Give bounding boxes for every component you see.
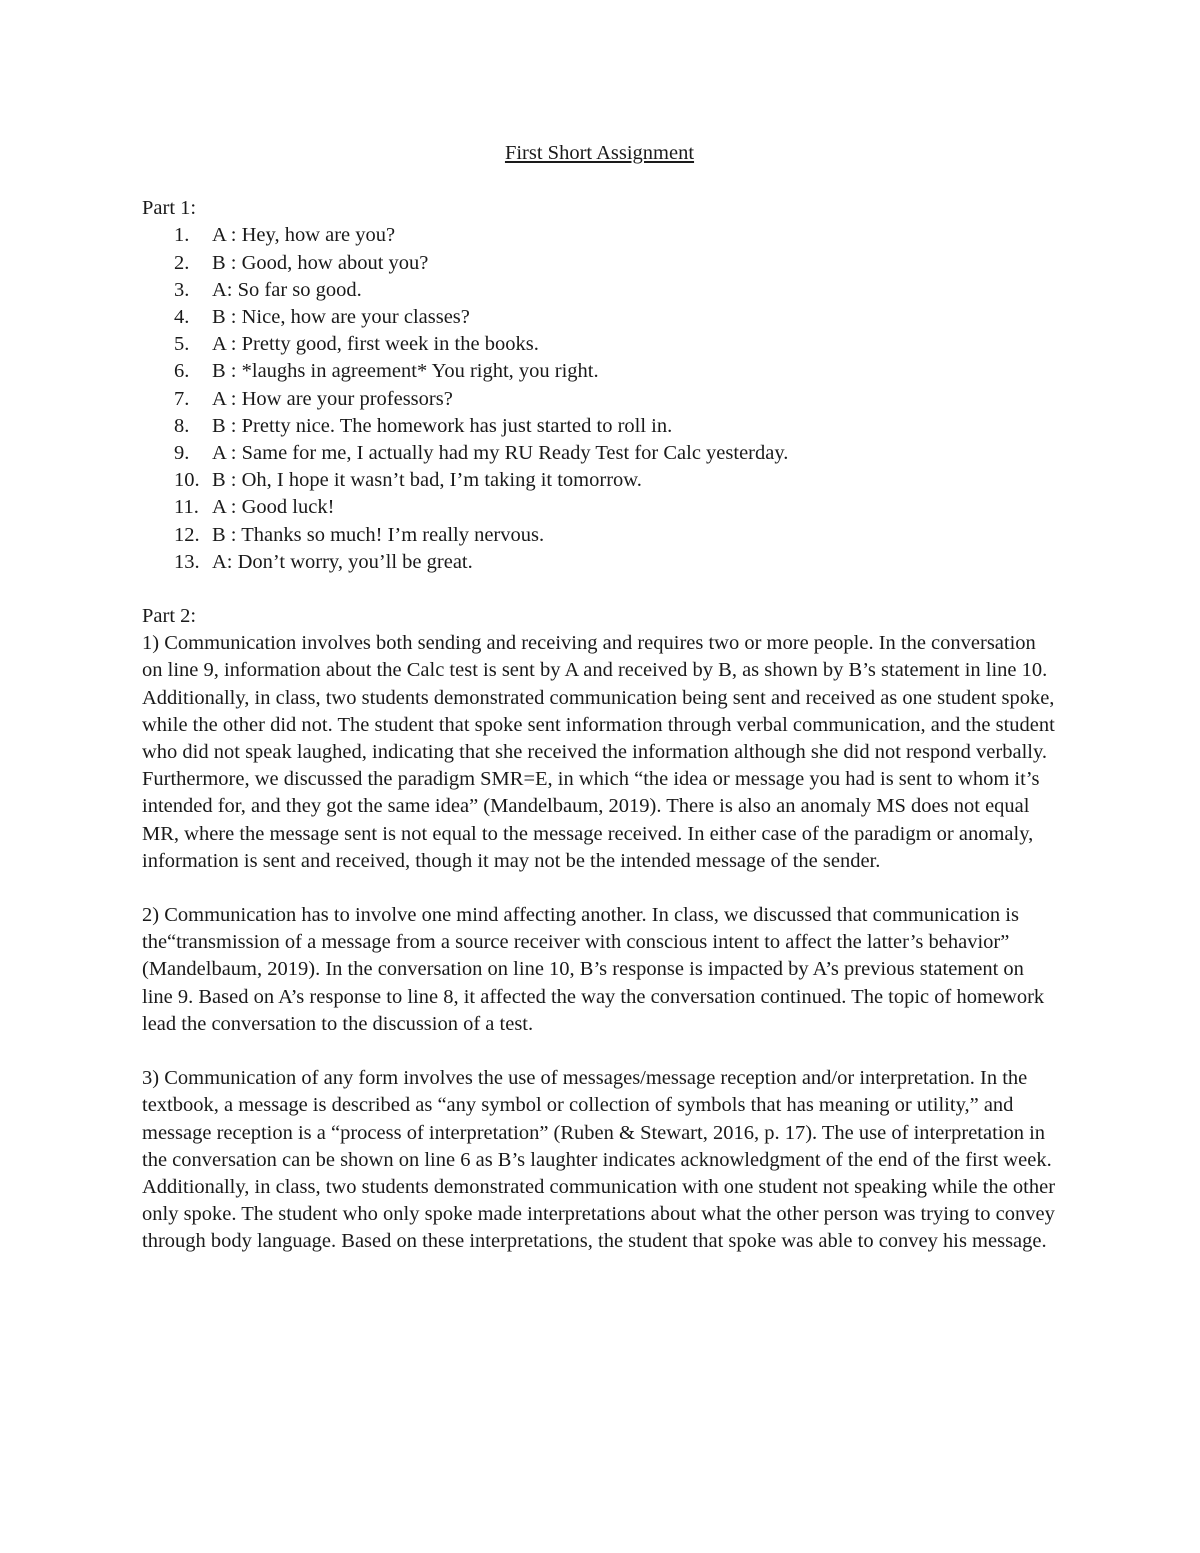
line-text: B : Nice, how are your classes?: [212, 306, 470, 329]
document-page: [142, 140, 1057, 1256]
list-item: [142, 358, 1057, 385]
list-item: [142, 440, 1057, 467]
list-item: [142, 304, 1057, 331]
list-item: [142, 331, 1057, 358]
section-spacer: [142, 576, 1057, 603]
line-number: 8.: [174, 414, 190, 437]
line-number: 12.: [174, 523, 200, 546]
line-text: B : *laughs in agreement* You right, you right.: [212, 360, 599, 383]
part1-section: [142, 195, 1057, 576]
line-text: B : Good, how about you?: [212, 251, 429, 274]
line-number: 13.: [174, 550, 200, 573]
list-item: [142, 522, 1057, 549]
list-item: [142, 277, 1057, 304]
line-number: 1.: [174, 224, 190, 247]
list-item: [142, 222, 1057, 249]
line-number: 6.: [174, 360, 190, 383]
line-text: B : Pretty nice. The homework has just started to roll in.: [212, 414, 673, 437]
list-item: [142, 386, 1057, 413]
paragraph-3: 3) Communication of any form involves the use of messages/message reception and/or interpretation. In the textbook, a message is described as “any symbol or collection of symbols that has meaning or utility,” and message reception is a “process of interpretation” (Ruben & Stewart, 2016, p. 17). The use of interpretation in the conversation can be shown on line 6 as B’s laughter indicates acknowledgment of the end of the first week. Additionally, in class, two students demonstrated communication with one student not speaking while the other only spoke. The student who only spoke made interpretations about what the other person was trying to convey through body language. Based on these interpretations, the student that spoke was able to convey his message.: [142, 1067, 1056, 1253]
list-item: [142, 494, 1057, 521]
list-item: [142, 413, 1057, 440]
list-item: [142, 250, 1057, 277]
line-text: A : How are your professors?: [212, 387, 453, 410]
line-number: 5.: [174, 333, 190, 356]
line-number: 9.: [174, 442, 190, 465]
list-item: [142, 467, 1057, 494]
part2-section: [142, 603, 1057, 1255]
line-text: A : Same for me, I actually had my RU Ready Test for Calc yesterday.: [212, 442, 789, 465]
paragraph-1: 1) Communication involves both sending and receiving and requires two or more people. In the conversation on line 9, information about the Calc test is sent by A and received by B, as shown by B’s statement in line 10. Additionally, in class, two students demonstrated communication being sent and received as one student spoke, while the other did not. The student that spoke sent information through verbal communication, and the student who did not speak laughed, indicating that she received the information although she did not respond verbally. Furthermore, we discussed the paradigm SMR=E, in which “the idea or message you had is sent to whom it’s intended for, and they got the same idea” (Mandelbaum, 2019). There is also an anomaly MS does not equal MR, where the message sent is not equal to the message received. In either case of the paradigm or anomaly, information is sent and received, though it may not be the intended message of the sender.: [142, 632, 1055, 872]
part1-heading: Part 1:: [142, 197, 197, 220]
line-number: 11.: [174, 496, 199, 519]
line-text: B : Oh, I hope it wasn’t bad, I’m taking it tomorrow.: [212, 469, 642, 492]
line-number: 10.: [174, 469, 200, 492]
dialogue-list: [142, 222, 1057, 576]
line-text: A : Good luck!: [212, 496, 335, 519]
line-text: A: So far so good.: [212, 278, 362, 301]
line-number: 7.: [174, 387, 190, 410]
paragraph-gap: [142, 875, 1057, 902]
line-number: 3.: [174, 278, 190, 301]
line-number: 4.: [174, 306, 190, 329]
line-text: A : Pretty good, first week in the books.: [212, 333, 539, 356]
paragraph-2: 2) Communication has to involve one mind affecting another. In class, we discussed that communication is the“transmission of a message from a source receiver with conscious intent to affect the latter’s behavior” (Mandelbaum, 2019). In the conversation on line 10, B’s response is impacted by A’s previous statement on line 9. Based on A’s response to line 8, it affected the way the conversation continued. The topic of homework lead the conversation to the discussion of a test.: [142, 904, 1045, 1035]
line-text: A : Hey, how are you?: [212, 224, 396, 247]
document-title: First Short Assignment: [504, 142, 695, 164]
part2-heading: Part 2:: [142, 605, 197, 628]
line-text: B : Thanks so much! I’m really nervous.: [212, 523, 545, 546]
line-text: A: Don’t worry, you’ll be great.: [212, 550, 473, 573]
list-item: [142, 549, 1057, 576]
line-number: 2.: [174, 251, 190, 274]
paragraph-gap: [142, 1038, 1057, 1065]
